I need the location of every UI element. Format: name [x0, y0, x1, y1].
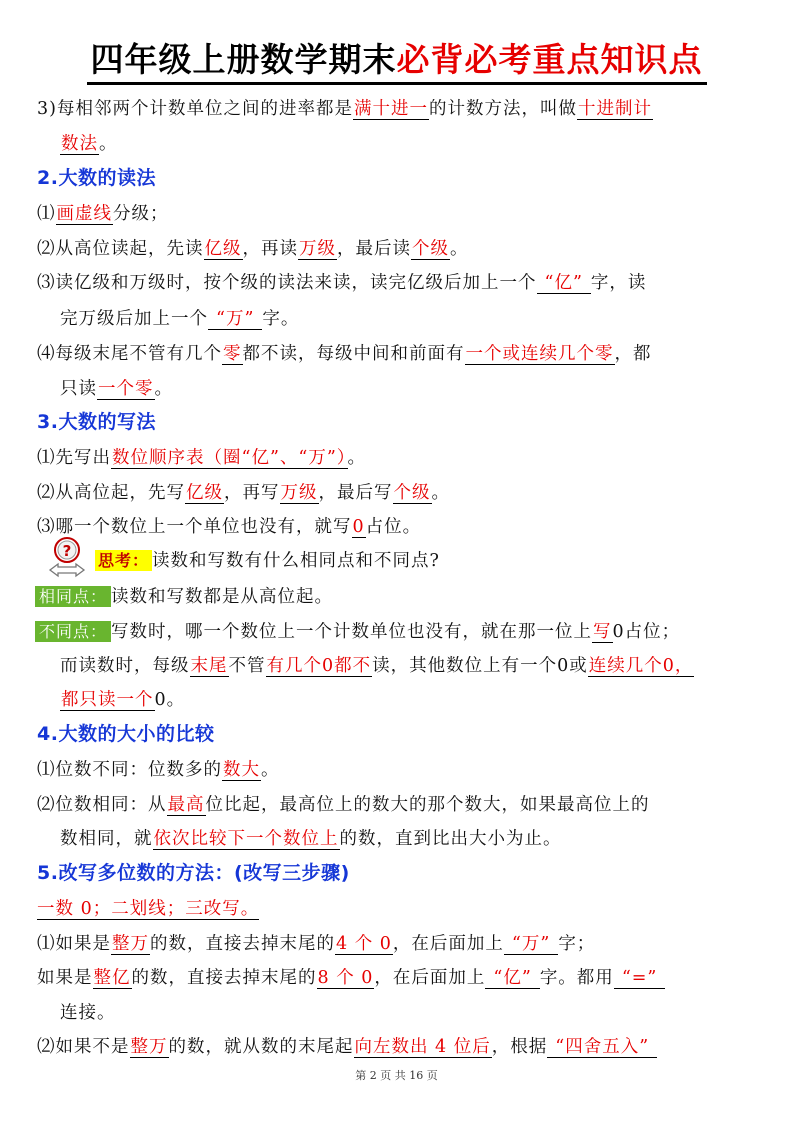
answer-blank: 数法: [61, 134, 98, 154]
answer-blank: “万”: [208, 309, 262, 330]
answer-blank: 十进制计: [577, 99, 652, 119]
answer-blank: 满十进一: [353, 99, 428, 119]
answer-blank: 有几个0都不: [266, 656, 372, 676]
line-compare-1: ⑴位数不同：位数多的数大。: [37, 760, 280, 780]
answer-blank: 依次比较下一个数位上: [153, 829, 339, 849]
page-number-footer: 第 2 页 共 16 页: [355, 1069, 438, 1082]
line-compare-2: ⑵位数相同：从最高位比起，最高位上的数大的那个数大，如果最高位上的: [37, 795, 650, 815]
line-decimal-system-cont: 数法。: [61, 134, 118, 154]
section-heading-rewrite: 5.改写多位数的方法：(改写三步骤): [37, 862, 350, 884]
line-read-3: ⑶读亿级和万级时，按个级的读法来读，读完亿级后加上一个 “亿” 字，读: [37, 273, 647, 293]
line-rewrite-1b: 如果是整亿的数，直接去掉末尾的8 个 0，在后面加上 “亿” 字。都用 “=”: [37, 966, 665, 990]
answer-blank: 末尾: [190, 656, 228, 676]
line-decimal-system: 3)每相邻两个计数单位之间的进率都是满十进一的计数方法，叫做十进制计: [37, 99, 652, 119]
title-black: 四年级上册数学期末: [90, 40, 397, 79]
section-heading-compare: 4.大数的大小的比较: [37, 723, 215, 745]
line-read-2: ⑵从高位读起，先读亿级，再读万级，最后读个级。: [37, 239, 469, 259]
answer-blank: 连续几个0，: [588, 656, 694, 676]
title-red: 必背必考重点知识点: [396, 40, 703, 79]
answer-blank: 个级: [393, 483, 431, 503]
answer-blank: “万”: [504, 934, 558, 955]
line-rewrite-2: ⑵如果不是整万的数，就从数的末尾起向左数出 4 位后，根据 “四舍五入”: [37, 1035, 657, 1059]
line-write-3: ⑶哪一个数位上一个单位也没有，就写0占位。: [37, 517, 422, 537]
answer-blank: 一个或连续几个零: [465, 344, 614, 364]
page-title: [87, 40, 707, 85]
answer-blank: 一个零: [98, 379, 154, 399]
line-think: 思考： 读数和写数有什么相同点和不同点?: [95, 549, 440, 573]
line-read-1: ⑴画虚线分级；: [37, 204, 169, 224]
line-rewrite-steps: 一数 0；二划线；三改写。: [37, 899, 260, 919]
answer-blank: 向左数出 4 位后: [354, 1037, 491, 1057]
line-read-4: ⑷每级末尾不管有几个零都不读，每级中间和前面有一个或连续几个零，都: [37, 344, 652, 364]
line-rewrite-1: ⑴如果是整万的数，直接去掉末尾的4 个 0，在后面加上 “万” 字；: [37, 934, 596, 954]
line-diff-cont-2: 都只读一个0。: [61, 690, 186, 710]
answer-blank: 亿级: [186, 483, 223, 503]
same-tag: 相同点：: [35, 586, 111, 607]
line-rewrite-1b-cont: 连接。: [60, 1003, 116, 1023]
answer-blank: “亿”: [537, 273, 591, 294]
line-compare-2-cont: 数相同，就依次比较下一个数位上的数，直到比出大小为止。: [60, 829, 562, 849]
answer-blank: 整亿: [93, 968, 131, 988]
page-title-wrap: [0, 40, 793, 85]
think-tag: 思考：: [95, 550, 152, 571]
answer-blank: 画虚线: [56, 204, 112, 224]
answer-blank: 4 个 0: [336, 934, 392, 954]
line-same: 相同点： 读数和写数都是从高位起。: [35, 585, 333, 609]
line-diff-cont: 而读数时，每级末尾不管有几个0都不读，其他数位上有一个0或连续几个0，: [60, 656, 694, 676]
answer-blank: “亿”: [485, 968, 539, 989]
answer-blank: 整万: [112, 934, 149, 954]
answer-blank: 写: [593, 622, 612, 642]
answer-blank: 8 个 0: [317, 968, 374, 988]
answer-blank: “四舍五入”: [547, 1037, 657, 1058]
answer-blank: 亿级: [204, 239, 242, 259]
svg-text:?: ?: [62, 542, 72, 560]
line-read-4-cont: 只读一个零。: [60, 379, 173, 399]
answer-blank: 数大: [223, 760, 260, 780]
answer-blank: 万级: [299, 239, 336, 259]
answer-blank: 数位顺序表（圈“亿”、“万”）: [112, 448, 347, 468]
answer-blank: 个级: [412, 239, 449, 259]
think-question-icon: [44, 534, 90, 580]
answer-blank: “=”: [614, 968, 666, 989]
answer-blank: 0: [352, 517, 365, 537]
section-heading-reading: 2.大数的读法: [37, 167, 156, 189]
answer-blank: 万级: [280, 483, 318, 503]
section-heading-writing: 3.大数的写法: [37, 411, 156, 433]
diff-tag: 不同点：: [35, 621, 111, 642]
answer-blank: 都只读一个: [61, 690, 154, 710]
line-read-3-cont: 完万级后加上一个 “万” 字。: [60, 309, 300, 329]
answer-blank: 最高: [167, 795, 205, 815]
answer-blank: 零: [223, 344, 242, 364]
line-diff: 不同点： 写数时，哪一个数位上一个计数单位也没有，就在那一位上写0占位；: [35, 620, 680, 644]
line-write-2: ⑵从高位起，先写亿级，再写万级，最后写个级。: [37, 483, 450, 503]
line-write-1: ⑴先写出数位顺序表（圈“亿”、“万”）。: [37, 448, 367, 468]
answer-blank: 整万: [130, 1037, 168, 1057]
